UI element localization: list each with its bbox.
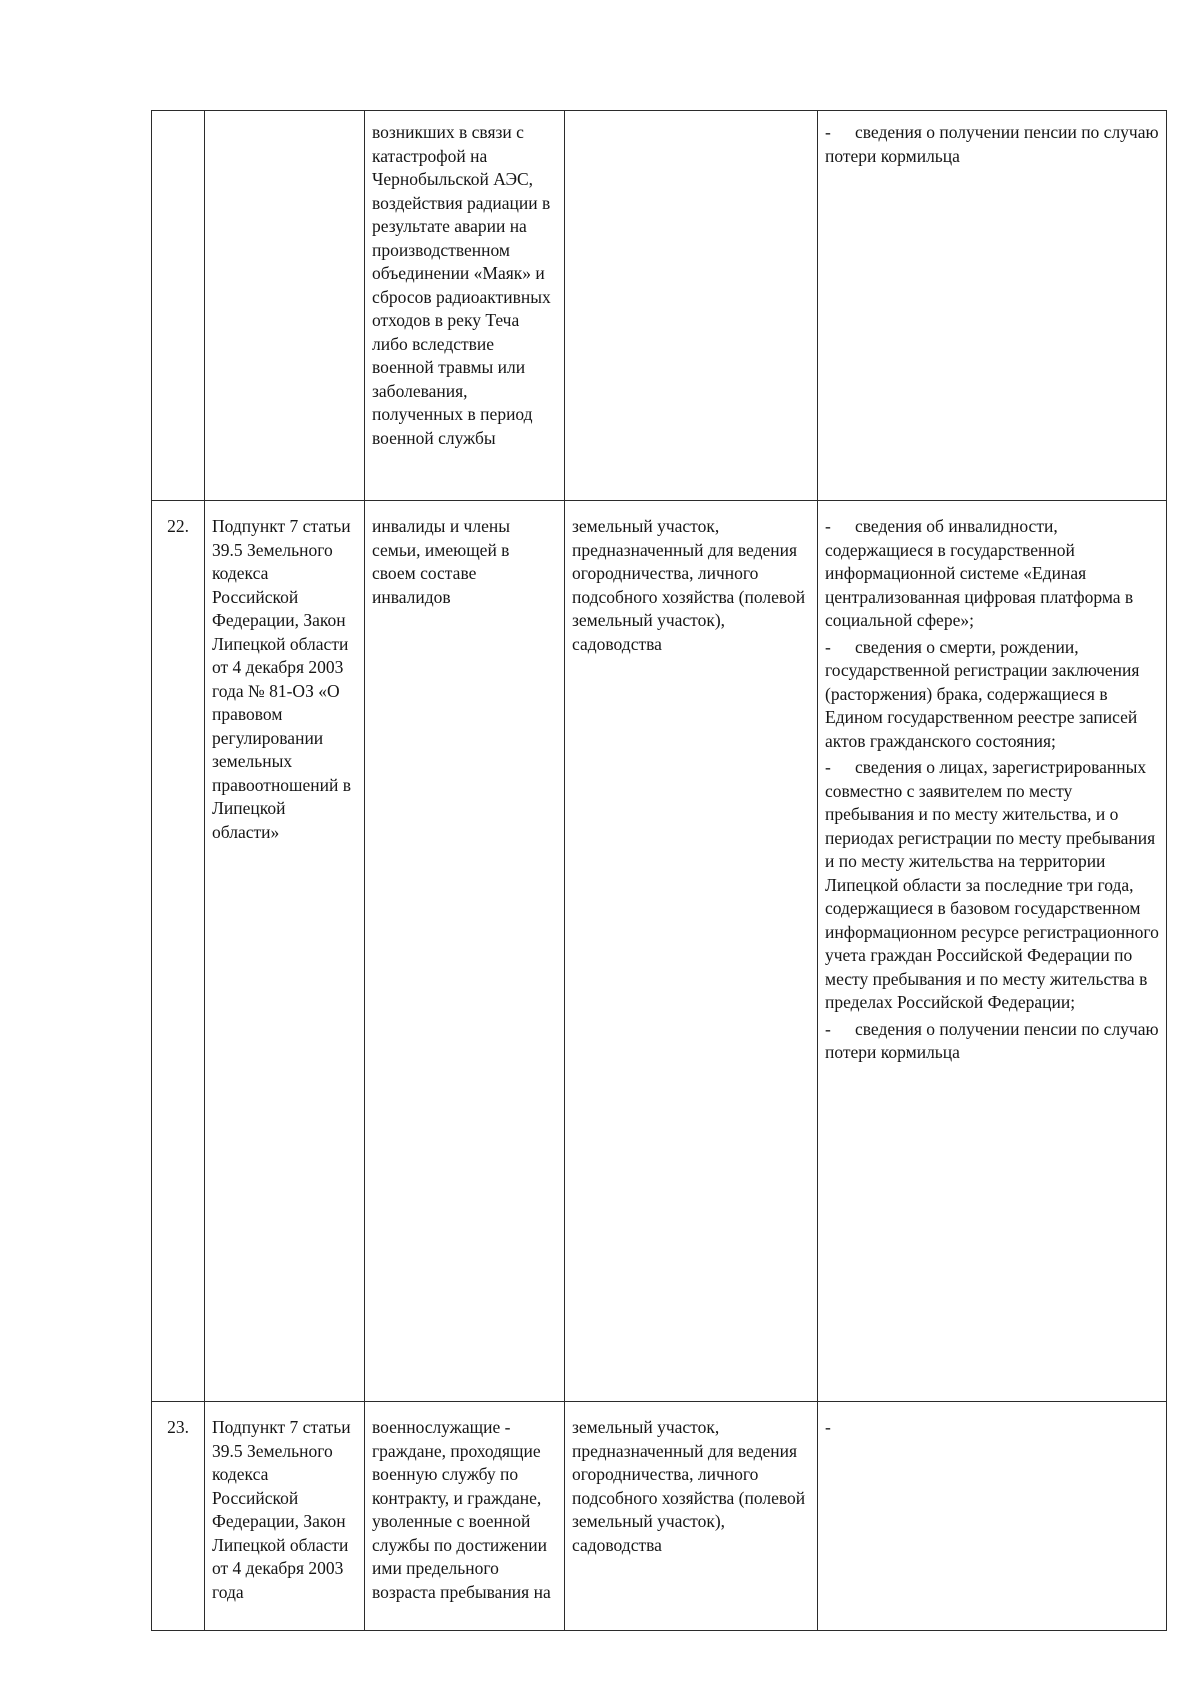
land-use-cell	[565, 111, 818, 501]
citizen-category-cell: возникших в связи с катастрофой на Чернобыльской АЭС, воздействия радиации в результате аварии на производственном объединении «Маяк» и сбросов радиоактивных отходов в реку Теча либо вследствие военной травмы или заболевания, полученных в период военной службы	[365, 111, 565, 501]
citizen-category-cell: военнослужащие - граждане, проходящие военную службу по контракту, и граждане, уволенные с военной службы по достижении ими предельного возраста пребывания на	[365, 1402, 565, 1631]
document-item-text: сведения об инвалидности, содержащиеся в государственной информационной системе «Единая централизованная цифровая платформа в социальной сфере»;	[825, 516, 1134, 630]
legal-basis-cell: Подпункт 7 статьи 39.5 Земельного кодекса Российской Федерации, Закон Липецкой области от 4 декабря 2003 года № 81-ОЗ «О правовом регулировании земельных правоотношений в Липецкой области»	[205, 501, 365, 1402]
document-item-text: -	[825, 1417, 831, 1437]
legal-basis-cell	[205, 111, 365, 501]
document-item-text: сведения о смерти, рождении, государственной регистрации заключения (расторжения) брака, содержащиеся в Едином государственном реестре записей актов гражданского состояния;	[825, 636, 1140, 751]
row-number: 23.	[152, 1402, 205, 1631]
document-item: - сведения о получении пенсии по случаю потери кормильца	[825, 1018, 1159, 1062]
documents-cell	[818, 111, 1167, 501]
land-use-cell: земельный участок, предназначенный для ведения огородничества, личного подсобного хозяйства (полевой земельный участок), садоводства	[565, 1402, 818, 1631]
land-use-cell: земельный участок, предназначенный для ведения огородничества, личного подсобного хозяйства (полевой земельный участок), садоводства	[565, 501, 818, 1402]
document-item-text: сведения о получении пенсии по случаю потери кормильца	[825, 122, 1159, 166]
row-number: 22.	[152, 501, 205, 1402]
legal-basis-cell: Подпункт 7 статьи 39.5 Земельного кодекса Российской Федерации, Закон Липецкой области от 4 декабря 2003 года	[205, 1402, 365, 1631]
document-item-text: сведения о получении пенсии по случаю потери кормильца	[825, 1018, 1159, 1062]
document-item: - сведения о смерти, рождении, государственной регистрации заключения (расторжения) брака, содержащиеся в Едином государственном реестре записей актов гражданского состояния;	[825, 636, 1140, 751]
document-item: - сведения о лицах, зарегистрированных совместно с заявителем по месту пребывания и по месту жительства, и о периодах регистрации по месту пребывания и по месту жительства на территории Липецкой области за последние три года, содержащиеся в базовом государственном информационном ресурсе регистрационного учета граждан Российской Федерации по месту пребывания и по месту жительства в пределах Российской Федерации;	[825, 757, 1159, 1012]
document-item: - сведения об инвалидности, содержащиеся в государственной информационной системе «Единая централизованная цифровая платформа в социальной сфере»;	[825, 516, 1134, 630]
land-provision-table	[151, 110, 1167, 1631]
table-row	[152, 501, 1167, 1402]
table-row	[152, 1402, 1167, 1631]
row-number	[152, 111, 205, 501]
document-item: - сведения о получении пенсии по случаю потери кормильца	[825, 122, 1159, 166]
table-row	[152, 111, 1167, 501]
document-item-text: сведения о лицах, зарегистрированных совместно с заявителем по месту пребывания и по месту жительства, и о периодах регистрации по месту пребывания и по месту жительства на территории Липецкой области за последние три года, содержащиеся в базовом государственном информационном ресурсе регистрационного учета граждан Российской Федерации по месту пребывания и по месту жительства в пределах Российской Федерации;	[825, 757, 1159, 1012]
documents-cell	[818, 501, 1167, 1402]
citizen-category-cell: инвалиды и члены семьи, имеющей в своем составе инвалидов	[365, 501, 565, 1402]
documents-cell	[818, 1402, 1167, 1631]
